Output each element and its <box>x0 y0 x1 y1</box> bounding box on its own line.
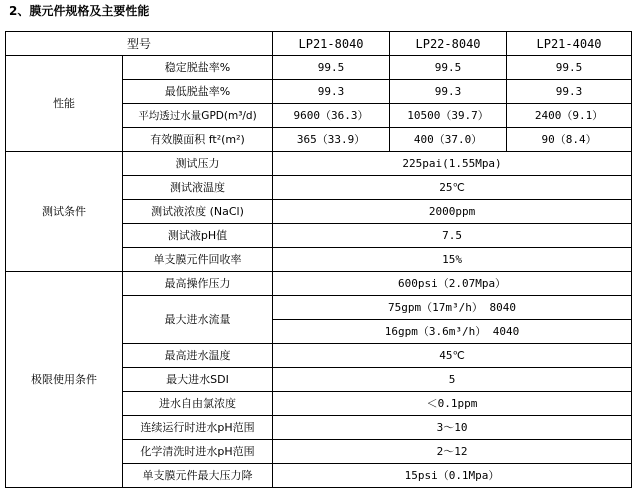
param-label: 最大进水流量 <box>123 296 273 344</box>
value-cell: ＜0.1ppm <box>273 392 632 416</box>
param-label: 单支膜元件最大压力降 <box>123 464 273 488</box>
value-cell: 2400（9.1） <box>507 104 632 128</box>
param-label: 测试压力 <box>123 152 273 176</box>
group-performance: 性能 <box>6 56 123 152</box>
table-row <box>6 272 632 296</box>
value-cell: 2～12 <box>273 440 632 464</box>
table-row <box>6 56 632 80</box>
value-cell: 3～10 <box>273 416 632 440</box>
value-cell: 10500（39.7） <box>390 104 507 128</box>
param-label: 最大进水SDI <box>123 368 273 392</box>
value-cell: 90（8.4） <box>507 128 632 152</box>
model-name: LP22-8040 <box>390 32 507 56</box>
model-label: 型号 <box>6 32 273 56</box>
value-cell: 99.5 <box>390 56 507 80</box>
value-cell: 2000ppm <box>273 200 632 224</box>
value-cell: 45℃ <box>273 344 632 368</box>
value-cell: 7.5 <box>273 224 632 248</box>
value-cell: 600psi（2.07Mpa） <box>273 272 632 296</box>
section-title: 2、膜元件规格及主要性能 <box>9 4 150 18</box>
value-cell: 99.3 <box>273 80 390 104</box>
param-label: 测试液温度 <box>123 176 273 200</box>
table-header-row <box>6 32 632 56</box>
spec-table <box>5 31 632 488</box>
param-label: 最低脱盐率% <box>123 80 273 104</box>
param-label: 化学清洗时进水pH范围 <box>123 440 273 464</box>
table-row <box>6 152 632 176</box>
value-cell: 225pai(1.55Mpa) <box>273 152 632 176</box>
param-label: 测试液pH值 <box>123 224 273 248</box>
param-label: 最高进水温度 <box>123 344 273 368</box>
param-label: 平均透过水量GPD(m³/d) <box>123 104 273 128</box>
value-cell: 99.5 <box>273 56 390 80</box>
value-cell: 16gpm（3.6m³/h） 4040 <box>273 320 632 344</box>
value-cell: 9600（36.3） <box>273 104 390 128</box>
group-limit-conditions: 极限使用条件 <box>6 272 123 488</box>
value-cell: 75gpm（17m³/h） 8040 <box>273 296 632 320</box>
param-label: 最高操作压力 <box>123 272 273 296</box>
value-cell: 365（33.9） <box>273 128 390 152</box>
value-cell: 15% <box>273 248 632 272</box>
value-cell: 15psi（0.1Mpa） <box>273 464 632 488</box>
model-name: LP21-8040 <box>273 32 390 56</box>
value-cell: 25℃ <box>273 176 632 200</box>
param-label: 进水自由氯浓度 <box>123 392 273 416</box>
value-cell: 5 <box>273 368 632 392</box>
model-name: LP21-4040 <box>507 32 632 56</box>
value-cell: 99.3 <box>390 80 507 104</box>
value-cell: 400（37.0） <box>390 128 507 152</box>
param-label: 稳定脱盐率% <box>123 56 273 80</box>
group-test-conditions: 测试条件 <box>6 152 123 272</box>
param-label: 连续运行时进水pH范围 <box>123 416 273 440</box>
param-label: 测试液浓度 (NaCl) <box>123 200 273 224</box>
param-label: 单支膜元件回收率 <box>123 248 273 272</box>
value-cell: 99.5 <box>507 56 632 80</box>
value-cell: 99.3 <box>507 80 632 104</box>
param-label: 有效膜面积 ft²(m²) <box>123 128 273 152</box>
